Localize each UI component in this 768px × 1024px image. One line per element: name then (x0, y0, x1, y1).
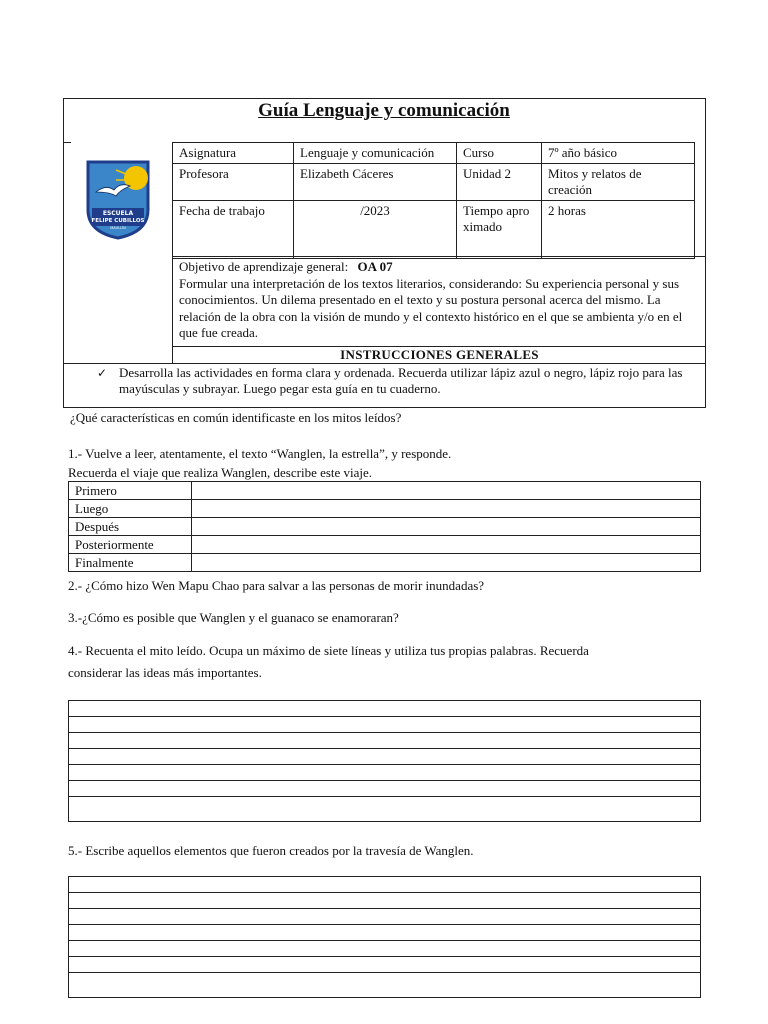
instructions-heading: INSTRUCCIONES GENERALES (172, 346, 706, 364)
tiempo-label: Tiempo aproximado (457, 201, 542, 259)
curso-value: 7º año básico (542, 143, 695, 164)
objective-label: Objetivo de aprendizaje general: (179, 259, 349, 274)
objective-block (172, 256, 706, 346)
answer-cell[interactable] (192, 554, 701, 572)
header-divider (63, 142, 71, 143)
fecha-value: /2023 (294, 201, 457, 259)
profesora-label: Profesora (173, 164, 294, 201)
question-0: ¿Qué características en común identificaste en los mitos leídos? (70, 410, 402, 425)
logo-text-1: ESCUELA (102, 210, 134, 217)
checkmark-icon: ✓ (97, 366, 108, 380)
question-2: 2.- ¿Cómo hizo Wen Mapu Chao para salvar a las personas de morir inundadas? (68, 578, 485, 593)
answer-lines-4[interactable] (68, 700, 701, 822)
table-row (69, 536, 701, 554)
question-3: 3.-¿Cómo es posible que Wanglen y el guanaco se enamoraran? (68, 610, 399, 625)
school-logo (86, 160, 150, 240)
fecha-label: Fecha de trabajo (173, 201, 294, 259)
step-label: Finalmente (69, 554, 192, 572)
profesora-value: Elizabeth Cáceres (294, 164, 457, 201)
question-4-line-2: considerar las ideas más importantes. (68, 665, 262, 680)
table-row (69, 500, 701, 518)
table-row (69, 554, 701, 572)
answer-cell[interactable] (192, 518, 701, 536)
question-1-sub: Recuerda el viaje que realiza Wanglen, describe este viaje. (68, 465, 373, 480)
asignatura-label: Asignatura (173, 143, 294, 164)
info-table (172, 142, 695, 259)
table-row (69, 518, 701, 536)
answer-lines-5[interactable] (68, 876, 701, 998)
unidad-value: Mitos y relatos de creación (542, 164, 695, 201)
table-row (69, 482, 701, 500)
journey-table (68, 481, 701, 572)
step-label: Luego (69, 500, 192, 518)
instructions-text: Desarrolla las actividades en forma clara y ordenada. Recuerda utilizar lápiz azul o negro, lápiz rojo para las mayúsculas y subrayar. Luego pegar esta guía en tu cuaderno. (119, 365, 683, 396)
answer-cell[interactable] (192, 500, 701, 518)
objective-text: Formular una interpretación de los textos literarios, considerando: Su experiencia personal y sus conocimientos. Un dilema presentado en el texto y su postura personal acerca del mismo. La relación de la obra con la visión de mundo y el contexto histórico en el que se ambienta y/o en el que fue creada. (179, 275, 683, 340)
tiempo-value: 2 horas (542, 201, 695, 259)
unidad-label: Unidad 2 (457, 164, 542, 201)
step-label: Posteriormente (69, 536, 192, 554)
question-4-line-1: 4.- Recuenta el mito leído. Ocupa un máximo de siete líneas y utiliza tus propias palabras. Recuerda (68, 643, 589, 658)
answer-cell[interactable] (192, 536, 701, 554)
step-label: Después (69, 518, 192, 536)
logo-text-2: FELIPE CUBILLOS (91, 218, 145, 224)
page-title: Guía Lenguaje y comunicación (258, 100, 510, 121)
curso-label: Curso (457, 143, 542, 164)
instructions-body (63, 363, 706, 408)
objective-code: OA 07 (357, 259, 393, 274)
answer-cell[interactable] (192, 482, 701, 500)
question-1: 1.- Vuelve a leer, atentamente, el texto “Wanglen, la estrella”, y responde. (68, 446, 452, 461)
question-5: 5.- Escribe aquellos elementos que fueron creados por la travesía de Wanglen. (68, 843, 474, 858)
step-label: Primero (69, 482, 192, 500)
logo-text-3: MAULLÍN (110, 226, 126, 230)
asignatura-value: Lenguaje y comunicación (294, 143, 457, 164)
